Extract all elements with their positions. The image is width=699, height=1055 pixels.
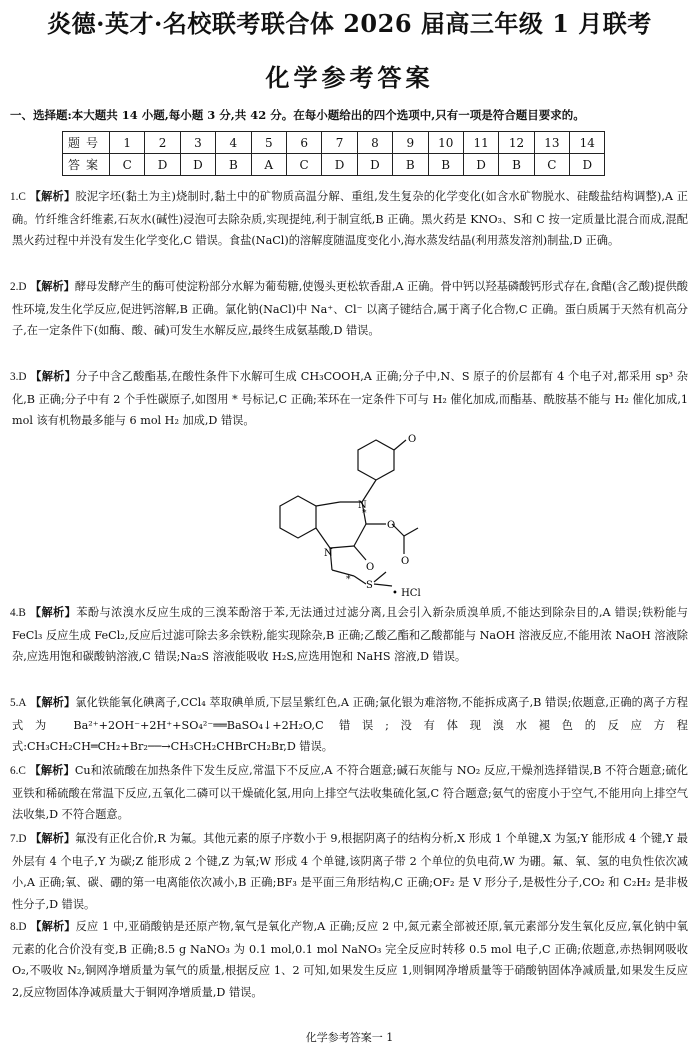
section-heading: 一、选择题:本大题共 14 小题,每小题 3 分,共 42 分。在每小题给出的四个选项中,只有一项是符合题目要求的。	[10, 108, 585, 122]
question-number-cell: 1	[110, 132, 145, 154]
question-1	[12, 186, 688, 252]
answer-cell: D	[357, 154, 392, 176]
question-number-cell: 11	[463, 132, 498, 154]
question-number: 6.C	[10, 765, 26, 777]
analysis-tag: 【解析】	[30, 369, 77, 383]
question-text: Cu和浓硫酸在加热条件下发生反应,常温下不反应,A 不符合题意;碱石灰能与 NO₂ 反应,干燥剂选择错误,B 不符合题意;硫化亚铁和稀硫酸在常温下反应,五氧化二磷可以干燥硫化氢,用向上排空气法收集硫化氢,C 符合题意;氨气的密度小于空气,不能用向上排空气法收集,D 不符合题意。	[12, 764, 688, 822]
label-n-amide: N	[324, 548, 333, 559]
question-number-cell: 6	[286, 132, 321, 154]
page-title: 化学参考答案	[265, 63, 434, 92]
question-number-cell: 12	[499, 132, 534, 154]
answer-cell: B	[216, 154, 251, 176]
question-text: 苯酚与浓溴水反应生成的三溴苯酚溶于苯,无法通过过滤分离,且会引入新杂质溴单质,不能达到除杂目的,A 错误;铁粉能与 FeCl₃ 反应生成 FeCl₂,反应后过滤可除去多余铁粉,能实现除杂,B 正确;乙酸乙酯和乙酸都能与 NaOH 溶液反应,不能用浓 NaOH 溶液除杂,应选用饱和碳酸钠溶液,C 错误;Na₂S 溶液能吸收 H₂S,应选用饱和 NaHS 溶液,D 错误。	[12, 606, 688, 664]
question-text: 氟没有正化合价,R 为氟。其他元素的原子序数小于 9,根据阴离子的结构分析,X 形成 1 个单键,X 为氢;Y 能形成 4 个键,Y 最外层有 4 个电子,Y 为碳;Z 能形成 2 个键,Z 为氧;W 形成 4 个单键,该阴离子带 2 个单位的负电荷,W 为硼。氟、氧、氢的电负性依次减小,A 正确;氧、碳、硼的第一电离能依次减小,B 正确;BF₃ 是平面三角形结构,C 正确;OF₂ 是 V 形分子,是极性分子,CO₂ 和 C₂H₂ 是非极性分子,D 错误。	[12, 832, 688, 911]
question-number: 3.D	[10, 371, 27, 383]
label-o-carbonyl: O	[366, 562, 375, 573]
question-number-cell: 5	[251, 132, 286, 154]
analysis-tag: 【解析】	[30, 695, 76, 709]
answer-cell: C	[534, 154, 569, 176]
analysis-tag: 【解析】	[30, 919, 76, 933]
question-number-cell: 4	[216, 132, 251, 154]
question-number-cell: 10	[428, 132, 463, 154]
question-text: 酵母发酵产生的酶可使淀粉部分水解为葡萄糖,使馒头更松软香甜,A 正确。骨中钙以羟基磷酸钙形式存在,食醋(含乙酸)提供酸性环境,发生化学反应,促进钙溶解,B 正确。氯化钠(NaCl)中 Na⁺、Cl⁻ 以离子键结合,属于离子化合物,C 正确。蛋白质属于天然有机高分子,在一定条件下(如酶、酸、碱)可发生水解反应,最终生成氨基酸,D 错误。	[12, 280, 688, 338]
exam-header: 炎德·英才·名校联考联合体 2026 届高三年级 1 月联考	[47, 9, 652, 38]
question-4	[12, 602, 688, 668]
answer-cell: D	[180, 154, 215, 176]
answer-cell: D	[463, 154, 498, 176]
label-chiral-star-1: *	[362, 509, 367, 519]
label-chiral-star-2: *	[346, 575, 351, 585]
question-6	[12, 760, 688, 826]
answer-cell: B	[393, 154, 428, 176]
answer-cell: C	[286, 154, 321, 176]
question-number-cell: 7	[322, 132, 357, 154]
answer-cell: B	[428, 154, 463, 176]
answer-table-row-numbers	[63, 132, 605, 154]
answer-cell: C	[110, 154, 145, 176]
answer-table-row-answers	[63, 154, 605, 176]
question-number-cell: 14	[570, 132, 605, 154]
answer-table	[62, 131, 605, 176]
analysis-tag: 【解析】	[30, 831, 76, 845]
question-number: 2.D	[10, 281, 27, 293]
row-label-answer: 答案	[63, 154, 110, 176]
question-number-cell: 13	[534, 132, 569, 154]
answer-cell: B	[499, 154, 534, 176]
label-hcl: • HCl	[392, 588, 421, 599]
label-s-atom: S	[366, 580, 373, 591]
answer-cell: D	[570, 154, 605, 176]
question-number-cell: 3	[180, 132, 215, 154]
question-8	[12, 916, 688, 1003]
question-number-cell: 9	[393, 132, 428, 154]
analysis-tag: 【解析】	[29, 605, 77, 619]
question-number: 1.C	[10, 191, 26, 203]
page-footer: 化学参考答案一 1	[305, 1031, 394, 1044]
question-2	[12, 276, 688, 342]
answer-cell: D	[322, 154, 357, 176]
question-number-cell: 2	[145, 132, 180, 154]
question-number: 7.D	[10, 833, 27, 845]
question-5	[12, 692, 688, 758]
analysis-tag: 【解析】	[30, 279, 75, 293]
analysis-tag: 【解析】	[29, 189, 76, 203]
question-number: 4.B	[10, 607, 26, 619]
label-o-methoxy: O	[408, 434, 417, 445]
question-number: 5.A	[10, 697, 27, 709]
analysis-tag: 【解析】	[29, 763, 75, 777]
label-o-ester: O	[387, 520, 396, 531]
question-number: 8.D	[10, 921, 27, 933]
question-text: 反应 1 中,亚硝酸钠是还原产物,氧气是氧化产物,A 正确;反应 2 中,氮元素全部被还原,氧元素部分发生氧化反应,氧化钠中氧元素的化合价没有变,B 正确;8.5 g NaNO₃ 为 0.1 mol,0.1 mol NaNO₃ 完全反应时转移 0.5 mol 电子,C 正确;依题意,赤热铜网吸收 O₂,不吸收 N₂,铜网净增质量为氧气的质量,根据反应 1、2 可知,如果发生反应 1,则铜网净增质量等于硝酸钠固体净减质量,如果发生反应 2,反应物固体净减质量大于铜网净增质量,D 错误。	[12, 920, 688, 999]
answer-cell: A	[251, 154, 286, 176]
label-o-acetyl: O	[401, 556, 410, 567]
question-text: 胶泥字坯(黏土为主)烧制时,黏土中的矿物质高温分解、重组,发生复杂的化学变化(如含水矿物脱水、硅酸盐结构调整),A 正确。竹纤维含纤维素,石灰水(碱性)浸泡可去除杂质,实现提纯,利于制宣纸,B 正确。黑火药是 KNO₃、S和 C 按一定质量比混合而成,混配黑火药过程中并没有发生化学变化,C 错误。食盐(NaCl)的溶解度随温度变化小,海水蒸发结晶(利用蒸发溶剂)制盐,D 正确。	[12, 190, 688, 248]
question-number-cell: 8	[357, 132, 392, 154]
question-7	[12, 828, 688, 915]
answer-cell: D	[145, 154, 180, 176]
label-n-imine: N	[358, 500, 367, 511]
question-3	[12, 366, 688, 432]
question-text: 氯化铁能氧化碘离子,CCl₄ 萃取碘单质,下层呈紫红色,A 正确;氯化银为难溶物,不能拆成离子,B 错误;依题意,正确的离子方程式为 Ba²⁺+2OH⁻+2H⁺+SO₄²⁻══BaSO₄↓+2H₂O,C 错误;没有体现溴水褪色的反应方程式:CH₃CH₂CH═CH₂+Br₂──→CH₃CH₂CHBrCH₂Br,D 错误。	[12, 696, 688, 754]
chemical-structure-diagram	[262, 432, 442, 600]
row-label-number: 题号	[63, 132, 110, 154]
question-text: 分子中含乙酸酯基,在酸性条件下水解可生成 CH₃COOH,A 正确;分子中,N、S 原子的价层都有 4 个电子对,都采用 sp³ 杂化,B 正确;分子中有 2 个手性碳原子,如图用 * 号标记,C 正确;苯环在一定条件下可与 H₂ 催化加成,而酯基、酰胺基不能与 H₂ 催化加成,1 mol 该有机物最多能与 6 mol H₂ 加成,D 错误。	[12, 370, 688, 428]
